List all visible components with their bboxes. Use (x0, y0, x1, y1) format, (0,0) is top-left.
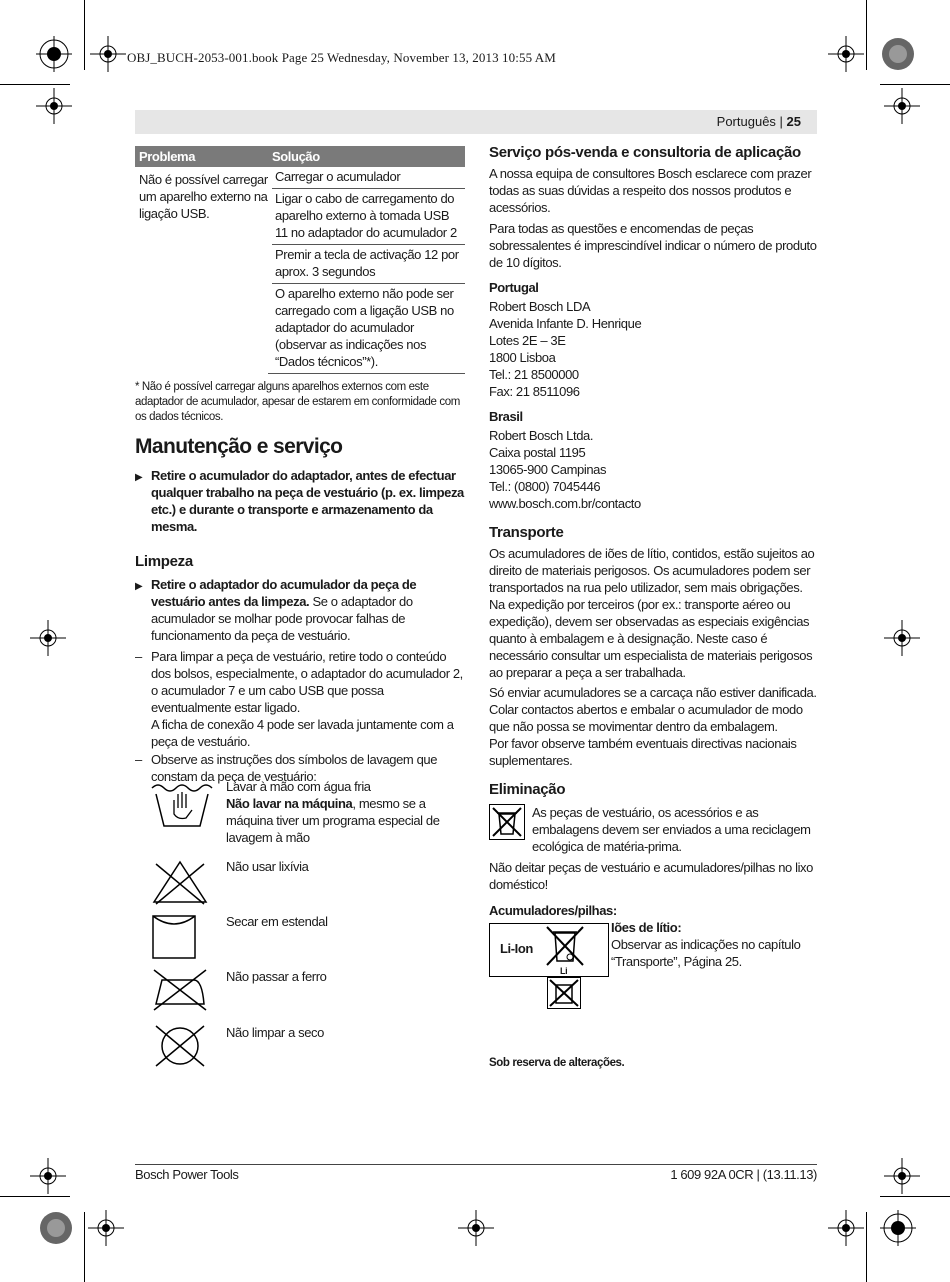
address-line: Caixa postal 1195 (489, 445, 586, 460)
phone-line: Tel.: (0800) 7045446 (489, 479, 601, 494)
header-problem: Problema (139, 149, 196, 164)
maintenance-section (135, 435, 465, 785)
symbol-text: Não usar lixívia (226, 859, 309, 874)
paragraph: Na expedição por terceiros (por ex.: transporte aéreo ou expedição), devem ser observadas as especiais exigências quanto à embalagem e à designação. Neste caso é necessário consultar um especialista de materiais perigosos ao preparar a peça a ser trabalhada. (489, 597, 813, 680)
registration-target-icon (36, 88, 72, 124)
address-portugal (489, 298, 819, 400)
symbol-text: Lavar à mão com água fria (226, 779, 371, 794)
section-title: Transporte (489, 524, 564, 541)
section-title: Eliminação (489, 781, 566, 798)
registration-target-icon (884, 620, 920, 656)
language-name: Português (716, 114, 776, 129)
list-item-text: Para limpar a peça de vestuário, retire todo o conteúdo dos bolsos, especialmente, o adaptador do acumulador 2, o acumulador 7 e um cabo USB que possa eventualmente estar ligado. (151, 649, 463, 715)
separator: | (775, 114, 787, 129)
paragraph: Por favor observe também eventuais directivas nacionais suplementares. (489, 736, 797, 768)
dash-bullet: – (135, 752, 142, 767)
phone-line: Tel.: 21 8500000 (489, 367, 579, 382)
triangle-bullet-icon: ▶ (135, 472, 143, 483)
registration-target-icon (30, 620, 66, 656)
liion-row (489, 919, 819, 1011)
disposal-row (489, 804, 819, 855)
address-line: Avenida Infante D. Henrique (489, 316, 642, 331)
registration-target-icon (828, 36, 864, 72)
no-bleach-icon (150, 858, 210, 906)
solution-cell (272, 167, 465, 373)
symbol-description (226, 778, 466, 846)
warning-item (135, 467, 465, 535)
table-header (135, 146, 465, 167)
liion-text: Observar as indicações no capítulo “Transporte”, Página 25. (611, 937, 801, 969)
reserve-note: Sob reserva de alterações. (489, 1057, 625, 1069)
list-item-text: Observe as instruções dos símbolos de lavagem que constam da peça de vestuário: (151, 752, 438, 784)
country-title: Portugal (489, 280, 539, 295)
website-link[interactable]: www.bosch.com.br/contacto (489, 496, 641, 511)
paragraph: Não deitar peças de vestuário e acumuladores/pilhas no lixo doméstico! (489, 860, 813, 892)
list-item (135, 648, 465, 750)
table-bottom-rule (268, 373, 465, 374)
paragraph: Só enviar acumuladores se a carcaça não estiver danificada. Colar contactos abertos e embalar o acumulador de modo que não possa se movimentar dentro da embalagem. (489, 685, 817, 734)
fax-line: Fax: 21 8511096 (489, 384, 580, 399)
section-title: Serviço pós-venda e consultoria de aplicação (489, 144, 801, 161)
address-line: Lotes 2E – 3E (489, 333, 566, 348)
paragraph: Para todas as questões e encomendas de peças sobressalentes é imprescindível indicar o número de produto de 10 dígitos. (489, 221, 817, 270)
right-column (489, 144, 819, 1072)
page-number-label (717, 114, 817, 129)
footer-right: 1 609 92A 0CR | (13.11.13) (670, 1167, 817, 1182)
solution-item: Carregar o acumulador (275, 169, 401, 184)
batteries-title: Acumuladores/pilhas: (489, 903, 617, 918)
registration-target-icon (458, 1210, 494, 1246)
line-dry-icon (150, 912, 200, 962)
paragraph: Os acumuladores de iões de lítio, contidos, estão sujeitos ao direito de materiais perigosos. Os acumuladores podem ser transportados na rua pelo utilizador, sem mais obrigações. (489, 546, 815, 595)
symbol-text: Secar em estendal (226, 914, 328, 929)
section-title: Manutenção e serviço (135, 435, 343, 458)
warning-bold-text: Retire o adaptador do acumulador da peça de vestuário antes da limpeza. (151, 577, 417, 609)
no-iron-icon (150, 966, 210, 1012)
paragraph: A nossa equipa de consultores Bosch esclarece com prazer todas as suas dúvidas a respeito dos nossos produtos e acessórios. (489, 166, 812, 215)
paragraph: As peças de vestuário, os acessórios e as embalagens devem ser enviados a uma reciclagem ecológica de matéria-prima. (532, 805, 811, 854)
list-item-text: A ficha de conexão 4 pode ser lavada juntamente com a peça de vestuário. (151, 717, 454, 749)
registration-target-icon (880, 1210, 916, 1246)
crossed-bin-icon (489, 804, 525, 840)
registration-target-icon (884, 88, 920, 124)
warning-item (135, 576, 465, 644)
dash-bullet: – (135, 649, 142, 664)
registration-target-icon (30, 1158, 66, 1194)
solution-item: Premir a tecla de activação 12 por aprox. 3 segundos (272, 244, 465, 283)
registration-target-icon (88, 1210, 124, 1246)
symbol-text: Não limpar a seco (226, 1025, 324, 1040)
color-wheel-icon (38, 1210, 74, 1246)
registration-target-icon (90, 36, 126, 72)
solution-item: Ligar o cabo de carregamento do aparelho externo à tomada USB 11 no adaptador do acumulador 2 (272, 188, 465, 244)
page-number: 25 (786, 114, 801, 129)
header-solution: Solução (272, 149, 320, 164)
color-wheel-icon (880, 36, 916, 72)
solution-item: O aparelho externo não pode ser carregado com a ligação USB no adaptador do acumulador (observar as indicações nos “Dados técnicos”*). (272, 283, 465, 373)
subsection-title: Limpeza (135, 553, 193, 570)
language-bar (135, 110, 817, 134)
symbol-bold-text: Não lavar na máquina (226, 796, 353, 811)
registration-target-icon (36, 36, 72, 72)
registration-target-icon (884, 1158, 920, 1194)
footnote: * Não é possível carregar alguns aparelhos externos com este adaptador de acumulador, apesar de estarem em conformidade com os dados técnicos. (135, 381, 460, 423)
address-line: 13065-900 Campinas (489, 462, 607, 477)
no-dry-clean-icon (150, 1022, 210, 1070)
address-brasil (489, 427, 819, 512)
troubleshooting-table (135, 146, 465, 374)
footer-rule (135, 1164, 817, 1165)
country-title: Brasil (489, 409, 523, 424)
liion-label: Li-Ion (500, 941, 533, 956)
triangle-bullet-icon: ▶ (135, 581, 143, 592)
warning-text: Se o adaptador do acumulador se molhar pode provocar falhas de funcionamento da peça de vestuário. (151, 594, 413, 643)
li-label: Li (560, 966, 568, 976)
hand-wash-icon (150, 780, 214, 832)
address-line: 1800 Lisboa (489, 350, 556, 365)
liion-title: Iões de lítio: (611, 920, 682, 935)
symbol-text: Não passar a ferro (226, 969, 327, 984)
registration-target-icon (828, 1210, 864, 1246)
table-row (135, 167, 465, 373)
symbol-text: , mesmo se a máquina tiver um programa especial de lavagem à mão (226, 796, 440, 845)
liion-description (611, 919, 819, 1011)
warning-text: Retire o acumulador do adaptador, antes de efectuar qualquer trabalho na peça de vestuário (p. ex. limpeza etc.) e durante o transporte e armazenamento da mesma. (151, 468, 464, 534)
liion-symbol-group (489, 919, 611, 1011)
address-line: Robert Bosch LDA (489, 299, 591, 314)
footer-left: Bosch Power Tools (135, 1167, 239, 1182)
battery-recycle-icon (547, 977, 581, 1009)
problem-cell: Não é possível carregar um aparelho externo na ligação USB. (139, 172, 268, 221)
address-line: Robert Bosch Ltda. (489, 428, 594, 443)
book-header: OBJ_BUCH-2053-001.book Page 25 Wednesday, November 13, 2013 10:55 AM (127, 50, 556, 65)
